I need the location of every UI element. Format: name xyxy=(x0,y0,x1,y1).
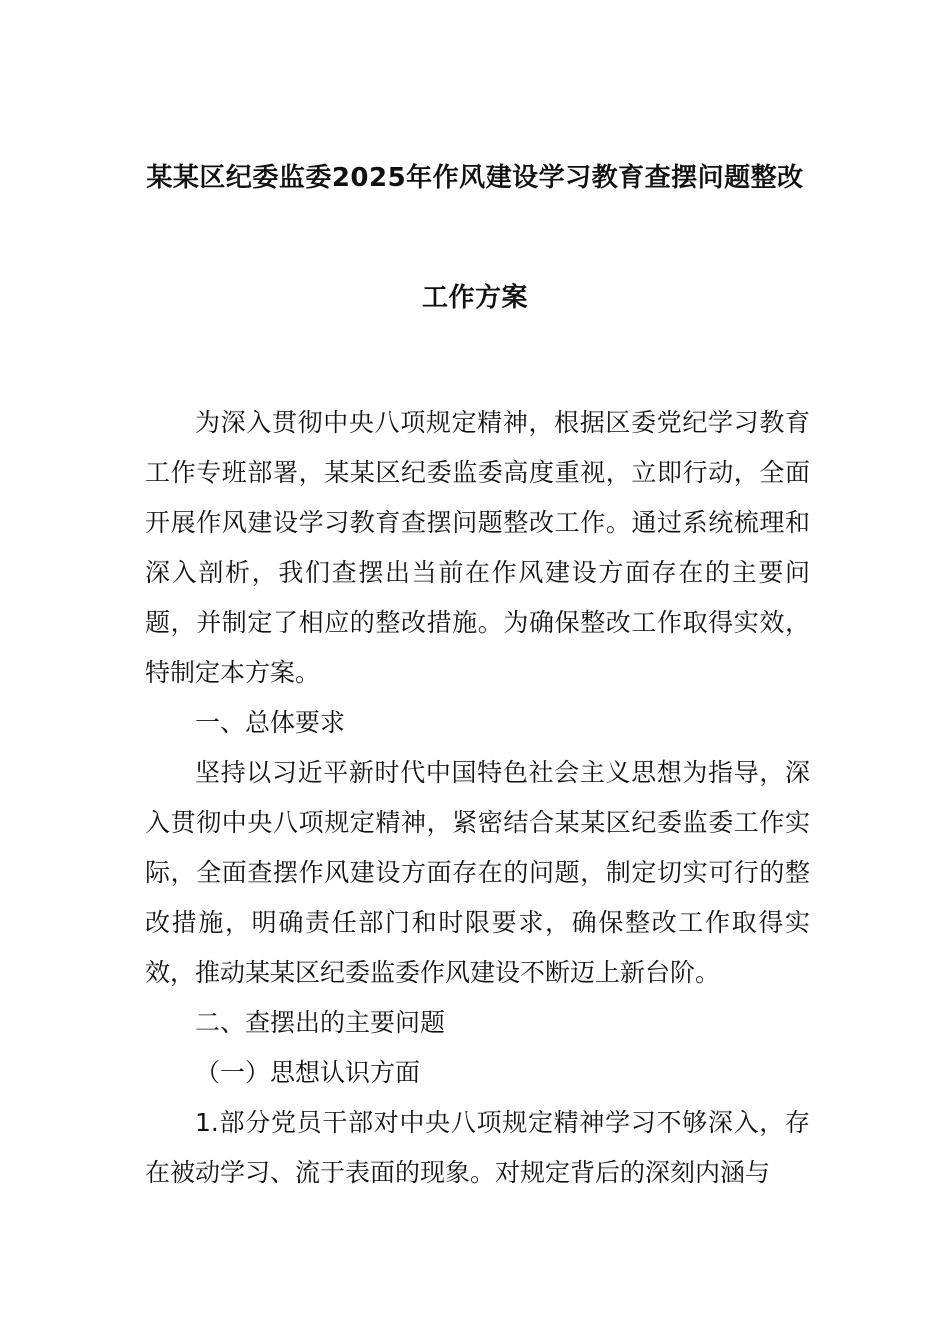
section-heading-main-problems: 二、查摆出的主要问题 xyxy=(195,1008,446,1037)
problem-item-1: 1.部分党员干部对中央八项规定精神学习不够深入，存在被动学习、流于表面的现象。对规定背后的深刻内涵与 xyxy=(145,1108,810,1187)
subsection-heading-ideology: （一）思想认识方面 xyxy=(195,1058,421,1087)
section-heading-general-requirements: 一、总体要求 xyxy=(195,708,346,737)
document-title-line-1: 某某区纪委监委2025年作风建设学习教育查摆问题整改 xyxy=(146,163,804,193)
document-title-line-2: 工作方案 xyxy=(421,283,528,313)
document-body xyxy=(145,398,810,1198)
intro-paragraph: 为深入贯彻中央八项规定精神，根据区委党纪学习教育工作专班部署，某某区纪委监委高度重视，立即行动，全面开展作风建设学习教育查摆问题整改工作。通过系统梳理和深入剖析，我们查摆出当前在作风建设方面存在的主要问题，并制定了相应的整改措施。为确保整改工作取得实效，特制定本方案。 xyxy=(145,408,810,687)
general-requirements-paragraph: 坚持以习近平新时代中国特色社会主义思想为指导，深入贯彻中央八项规定精神，紧密结合某某区纪委监委工作实际，全面查摆作风建设方面存在的问题，制定切实可行的整改措施，明确责任部门和时限要求，确保整改工作取得实效，推动某某区纪委监委作风建设不断迈上新台阶。 xyxy=(145,758,810,987)
